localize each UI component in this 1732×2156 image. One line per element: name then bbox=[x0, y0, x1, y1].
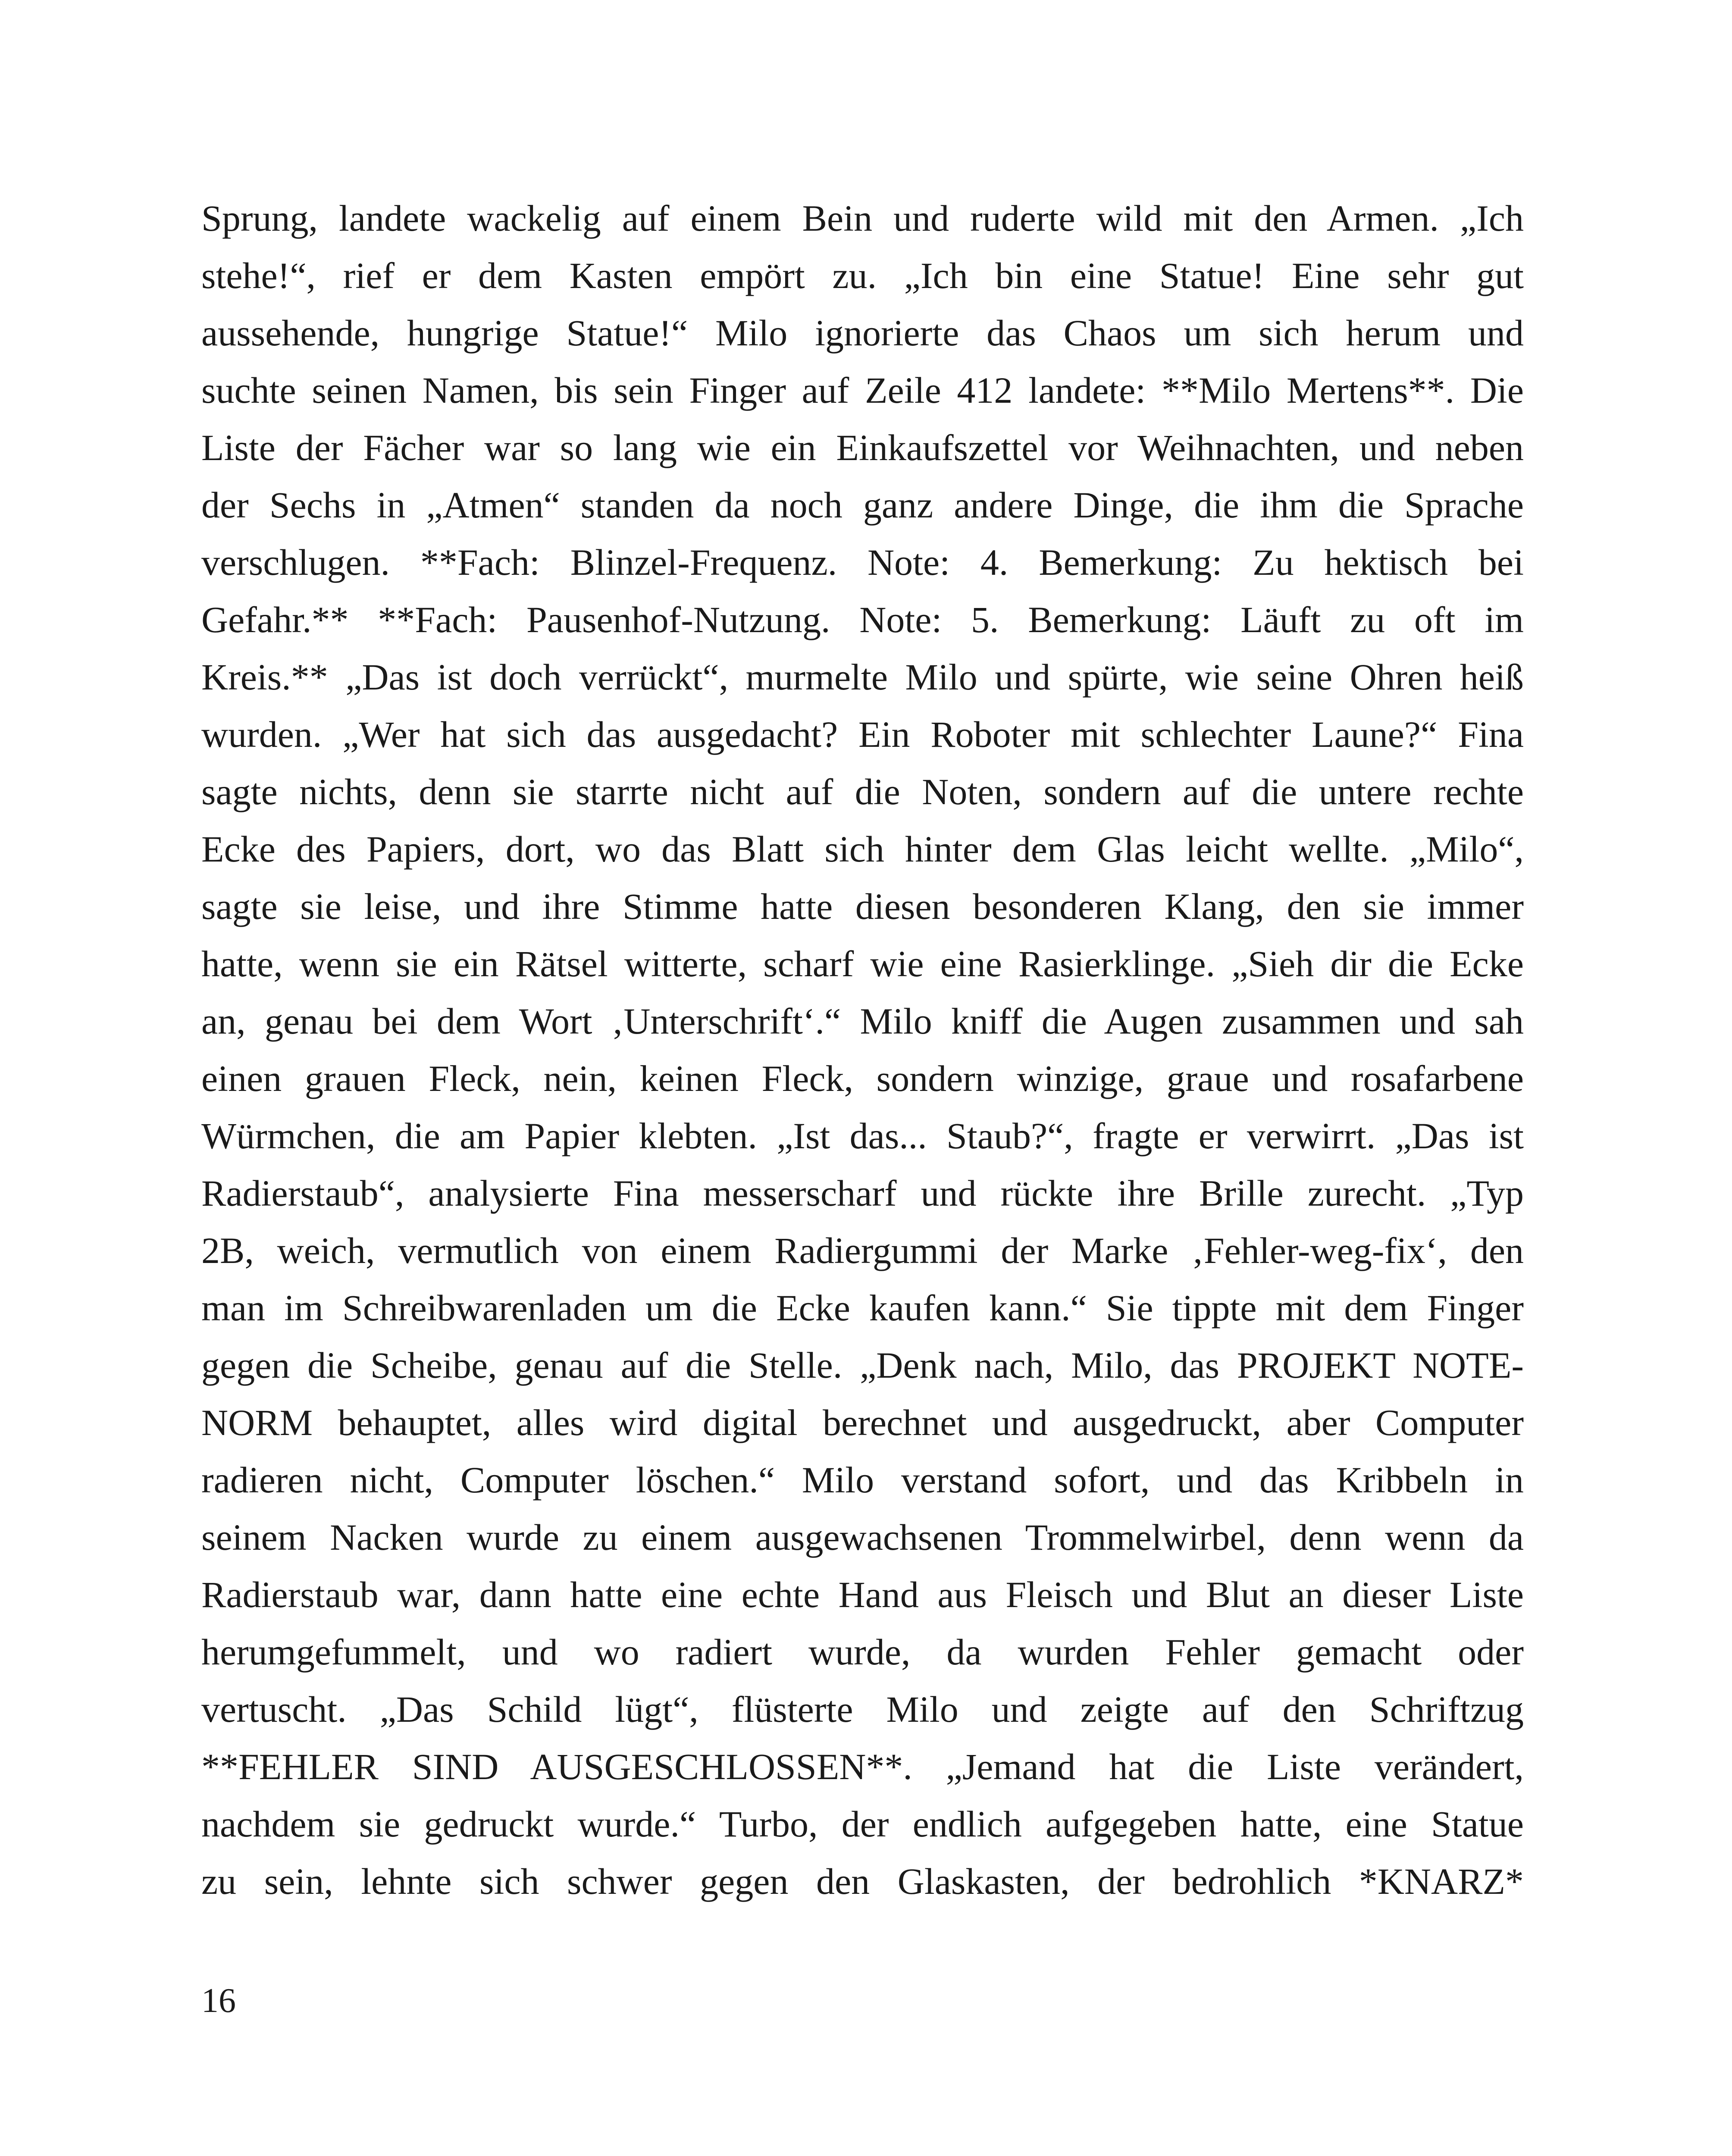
text-line: suchte seinen Namen, bis sein Finger auf Zeile 412 landete: **Milo Mertens**. Die bbox=[201, 370, 1524, 411]
text-line: radieren nicht, Computer löschen.“ Milo verstand sofort, und das Kribbeln in bbox=[201, 1459, 1524, 1501]
text-line: nachdem sie gedruckt wurde.“ Turbo, der endlich aufgegeben hatte, eine Statue bbox=[201, 1803, 1524, 1845]
text-line: man im Schreibwarenladen um die Ecke kaufen kann.“ Sie tippte mit dem Finger bbox=[201, 1287, 1524, 1329]
body-text bbox=[201, 190, 1524, 1910]
text-line: sagte nichts, denn sie starrte nicht auf die Noten, sondern auf die untere rechte bbox=[201, 771, 1524, 812]
text-line: stehe!“, rief er dem Kasten empört zu. „Ich bin eine Statue! Eine sehr gut bbox=[201, 255, 1524, 296]
text-line: **FEHLER SIND AUSGESCHLOSSEN**. „Jemand hat die Liste verändert, bbox=[201, 1746, 1524, 1787]
text-line: der Sechs in „Atmen“ standen da noch ganz andere Dinge, die ihm die Sprache bbox=[201, 484, 1524, 526]
text-line: einen grauen Fleck, nein, keinen Fleck, sondern winzige, graue und rosafarbene bbox=[201, 1058, 1524, 1099]
text-line: hatte, wenn sie ein Rätsel witterte, scharf wie eine Rasierklinge. „Sieh dir die Ecke bbox=[201, 943, 1524, 984]
text-line: NORM behauptet, alles wird digital berechnet und ausgedruckt, aber Computer bbox=[201, 1402, 1524, 1443]
text-line: wurden. „Wer hat sich das ausgedacht? Ein Roboter mit schlechter Laune?“ Fina bbox=[201, 714, 1524, 755]
text-line: gegen die Scheibe, genau auf die Stelle. „Denk nach, Milo, das PROJEKT NOTE- bbox=[201, 1344, 1524, 1386]
text-line: Gefahr.** **Fach: Pausenhof-Nutzung. Note: 5. Bemerkung: Läuft zu oft im bbox=[201, 599, 1524, 640]
text-line: 2B, weich, vermutlich von einem Radiergummi der Marke ‚Fehler-weg-fix‘, den bbox=[201, 1230, 1524, 1271]
text-line: Sprung, landete wackelig auf einem Bein und ruderte wild mit den Armen. „Ich bbox=[201, 197, 1524, 239]
text-line: seinem Nacken wurde zu einem ausgewachsenen Trommelwirbel, denn wenn da bbox=[201, 1517, 1524, 1558]
page-number: 16 bbox=[201, 1982, 236, 2020]
text-line: an, genau bei dem Wort ‚Unterschrift‘.“ Milo kniff die Augen zusammen und sah bbox=[201, 1000, 1524, 1042]
text-line: aussehende, hungrige Statue!“ Milo ignorierte das Chaos um sich herum und bbox=[201, 312, 1524, 354]
text-line: zu sein, lehnte sich schwer gegen den Glaskasten, der bedrohlich *KNARZ* bbox=[201, 1861, 1524, 1902]
text-line: sagte sie leise, und ihre Stimme hatte diesen besonderen Klang, den sie immer bbox=[201, 886, 1524, 927]
text-line: Radierstaub“, analysierte Fina messerscharf und rückte ihre Brille zurecht. „Typ bbox=[201, 1172, 1524, 1214]
text-line: Ecke des Papiers, dort, wo das Blatt sich hinter dem Glas leicht wellte. „Milo“, bbox=[201, 828, 1524, 870]
text-line: herumgefummelt, und wo radiert wurde, da wurden Fehler gemacht oder bbox=[201, 1631, 1524, 1673]
text-line: Radierstaub war, dann hatte eine echte Hand aus Fleisch und Blut an dieser Liste bbox=[201, 1574, 1524, 1615]
text-line: Liste der Fächer war so lang wie ein Einkaufszettel vor Weihnachten, und neben bbox=[201, 427, 1524, 468]
text-line: verschlugen. **Fach: Blinzel-Frequenz. Note: 4. Bemerkung: Zu hektisch bei bbox=[201, 542, 1524, 583]
text-line: Kreis.** „Das ist doch verrückt“, murmelte Milo und spürte, wie seine Ohren heiß bbox=[201, 656, 1524, 698]
text-line: Würmchen, die am Papier klebten. „Ist das... Staub?“, fragte er verwirrt. „Das ist bbox=[201, 1115, 1524, 1156]
text-line: vertuscht. „Das Schild lügt“, flüsterte Milo und zeigte auf den Schriftzug bbox=[201, 1689, 1524, 1730]
